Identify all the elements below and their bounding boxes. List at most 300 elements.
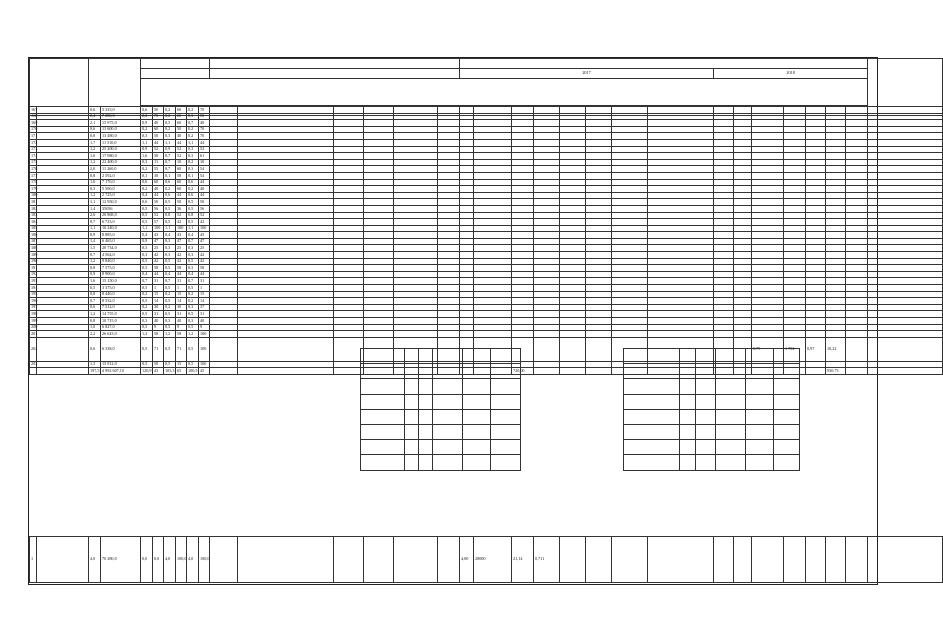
table-cell (534, 258, 560, 265)
table-cell (438, 107, 460, 114)
table-cell (826, 166, 846, 173)
table-cell (238, 225, 334, 232)
table-cell (648, 265, 714, 272)
table-cell (37, 232, 89, 239)
table-cell (826, 331, 846, 338)
cell: 4,0 (187, 537, 199, 583)
table-cell (868, 265, 943, 272)
cell: 4,0 (89, 537, 101, 583)
table-cell (334, 186, 364, 193)
table-cell (868, 166, 943, 173)
table-cell: 1,2 (187, 331, 199, 338)
bottom-table (29, 536, 943, 583)
table-cell (734, 225, 752, 232)
table-cell (364, 252, 394, 259)
table-cell (586, 291, 612, 298)
table-cell: 36 (176, 205, 187, 212)
table-cell: 43 (153, 232, 164, 239)
summary-cell (774, 379, 800, 394)
table-cell: 0,6 (164, 192, 176, 199)
table-cell (784, 199, 806, 206)
table-cell (334, 298, 364, 305)
table-cell: 5 335,0 (101, 107, 141, 114)
table-cell (334, 291, 364, 298)
table-cell (438, 120, 460, 127)
table-cell (238, 205, 334, 212)
table-cell (806, 285, 826, 292)
table-cell (460, 265, 474, 272)
table-cell (512, 159, 534, 166)
table-cell (37, 205, 89, 212)
table-row (30, 212, 943, 219)
table-cell (394, 232, 438, 239)
table-cell (394, 285, 438, 292)
summary-cell (746, 379, 774, 394)
total-cell: 197,5 (90, 367, 100, 373)
table-cell (826, 285, 846, 292)
table-cell: 173 (31, 146, 38, 152)
table-cell (512, 146, 534, 153)
table-cell (512, 192, 534, 199)
table-cell (238, 311, 334, 318)
table-cell: 1,1 (141, 139, 153, 146)
header-subcolumns (141, 79, 868, 106)
table-cell: 176 (31, 165, 38, 171)
summary-cell (774, 349, 800, 364)
table-row (30, 304, 943, 311)
summary-cell (680, 455, 696, 470)
table-cell (846, 238, 868, 245)
table-cell (846, 107, 868, 114)
table-cell (784, 153, 806, 160)
table-cell: 191 (31, 264, 38, 270)
table-cell (460, 285, 474, 292)
table-cell (534, 271, 560, 278)
table-cell: 168 (31, 113, 38, 119)
table-cell: 30 (153, 172, 164, 179)
table-cell (784, 265, 806, 272)
table-cell (612, 252, 648, 259)
table-cell (826, 238, 846, 245)
table-cell (648, 291, 714, 298)
summary-cell (361, 364, 405, 379)
table-cell (784, 232, 806, 239)
table-cell (714, 265, 734, 272)
table-cell (846, 179, 868, 186)
table-cell: 0,7 (89, 298, 101, 305)
table-cell: 58 (199, 265, 210, 272)
table-cell: 54 (199, 172, 210, 179)
table-cell (734, 126, 752, 133)
total-cell: 65 (176, 368, 187, 375)
table-cell (586, 285, 612, 292)
table-cell (784, 258, 806, 265)
table-cell (560, 337, 586, 361)
summary-row (361, 409, 521, 424)
table-cell: 0,4 (187, 271, 199, 278)
table-cell (534, 179, 560, 186)
table-cell: 0,5 (164, 258, 176, 265)
table-cell (364, 285, 394, 292)
table-cell (868, 298, 943, 305)
summary-cell (491, 379, 521, 394)
table-cell (846, 318, 868, 325)
table-cell (806, 172, 826, 179)
table-cell (37, 278, 89, 285)
table-cell (826, 219, 846, 226)
table-cell (394, 107, 438, 114)
table-cell: 10,22 (826, 337, 846, 361)
table-cell (826, 113, 846, 120)
table-cell (560, 304, 586, 311)
table-cell (826, 205, 846, 212)
table-cell (868, 304, 943, 311)
table-cell: 100 (199, 225, 210, 232)
table-cell (868, 337, 943, 361)
table-cell (334, 159, 364, 166)
summary-row (361, 349, 521, 364)
summary-cell (463, 364, 491, 379)
summary-cell (716, 379, 746, 394)
table-cell (560, 113, 586, 120)
table-cell (210, 139, 238, 146)
table-cell (648, 238, 714, 245)
table-cell: 1,3 (89, 361, 101, 368)
table-cell (648, 199, 714, 206)
table-cell (512, 113, 534, 120)
summary-cell (491, 409, 521, 424)
table-cell (612, 219, 648, 226)
total-cell: 720,00 (512, 368, 534, 375)
table-cell (560, 298, 586, 305)
summary-cell (680, 364, 696, 379)
summary-cell (419, 394, 433, 409)
table-cell (714, 107, 734, 114)
table-cell (512, 311, 534, 318)
table-cell (806, 232, 826, 239)
table-cell (752, 192, 784, 199)
table-cell (868, 179, 943, 186)
table-cell (560, 179, 586, 186)
table-cell: 7 575,0 (101, 265, 141, 272)
table-cell (534, 225, 560, 232)
table-cell: 42 (199, 252, 210, 259)
table-cell: 50 (153, 199, 164, 206)
table-cell (806, 318, 826, 325)
table-cell (334, 126, 364, 133)
table-cell (438, 304, 460, 311)
table-cell (512, 120, 534, 127)
table-cell (846, 199, 868, 206)
table-cell (534, 337, 560, 361)
table-cell (752, 278, 784, 285)
table-cell (826, 199, 846, 206)
table-cell (474, 258, 512, 265)
table-cell (364, 271, 394, 278)
table-cell: 10 (176, 159, 187, 166)
table-cell (846, 139, 868, 146)
table-cell (334, 245, 364, 252)
table-cell: 1,6 (89, 278, 101, 285)
table-cell (826, 133, 846, 140)
table-cell (394, 219, 438, 226)
table-cell (826, 179, 846, 186)
table-cell: 0,3 (187, 113, 199, 120)
table-cell: 50 (199, 199, 210, 206)
header-cell-g (210, 69, 460, 79)
table-cell (210, 166, 238, 173)
table-cell (534, 252, 560, 259)
table-cell (868, 361, 943, 368)
table-cell (37, 159, 89, 166)
table-cell: 47 (199, 238, 210, 245)
table-cell: 0,5 (187, 258, 199, 265)
table-cell (364, 199, 394, 206)
table-cell: 56 (199, 205, 210, 212)
table-cell (734, 311, 752, 318)
table-cell (238, 252, 334, 259)
table-cell (586, 172, 612, 179)
table-cell: 0,6 (141, 179, 153, 186)
table-cell (474, 245, 512, 252)
table-cell (438, 166, 460, 173)
table-cell (734, 159, 752, 166)
table-cell (438, 311, 460, 318)
table-cell (734, 146, 752, 153)
table-cell (474, 107, 512, 114)
table-cell: 0,1 (141, 172, 153, 179)
summary-row (361, 424, 521, 439)
table-cell (560, 107, 586, 114)
table-cell: 0,5 (164, 361, 176, 368)
table-cell: 13 600,0 (101, 126, 141, 133)
table-cell: 0,4 (187, 232, 199, 239)
table-cell: 0,3 (187, 252, 199, 259)
table-cell (364, 192, 394, 199)
table-cell: 2 592,0 (101, 172, 141, 179)
table-cell (37, 107, 89, 114)
table-cell (806, 238, 826, 245)
table-cell (868, 172, 943, 179)
table-cell (37, 199, 89, 206)
table-cell: 42 (176, 219, 187, 226)
table-cell: 40 (199, 318, 210, 325)
table-cell (752, 159, 784, 166)
table-cell (460, 291, 474, 298)
cell: 0,711 (534, 537, 560, 583)
table-cell: 0,5 (164, 311, 176, 318)
table-cell: 0,2 (187, 107, 199, 114)
table-cell (752, 186, 784, 193)
table-cell: 43 (199, 232, 210, 239)
table-cell (806, 311, 826, 318)
summary-cell (463, 455, 491, 470)
table-cell (806, 126, 826, 133)
table-cell: 30 (176, 304, 187, 311)
table-cell (714, 232, 734, 239)
table-cell (714, 139, 734, 146)
table-cell (648, 153, 714, 160)
table-cell (586, 318, 612, 325)
table-cell: 0,3 (187, 166, 199, 173)
summary-row (361, 440, 521, 455)
table-cell (37, 361, 89, 368)
table-cell (210, 337, 238, 361)
table-cell: 186 (31, 231, 38, 237)
table-cell (752, 265, 784, 272)
table-cell (438, 113, 460, 120)
table-row (30, 153, 943, 160)
table-cell (784, 324, 806, 331)
cell: 100,0 (176, 537, 187, 583)
table-cell (586, 153, 612, 160)
table-cell (334, 205, 364, 212)
table-cell (238, 298, 334, 305)
table-cell (438, 331, 460, 338)
table-row (30, 298, 943, 305)
table-cell (210, 271, 238, 278)
table-cell (560, 146, 586, 153)
table-cell: 70 (199, 133, 210, 140)
table-cell (512, 271, 534, 278)
table-cell (474, 232, 512, 239)
table-cell (752, 271, 784, 278)
table-cell (534, 120, 560, 127)
table-cell (714, 192, 734, 199)
table-cell (560, 225, 586, 232)
table-cell (612, 304, 648, 311)
table-cell: 193 (31, 278, 38, 284)
table-cell (784, 331, 806, 338)
table-cell (334, 153, 364, 160)
cell (868, 537, 943, 583)
summary-cell (463, 349, 491, 364)
table-cell: 1,2 (89, 146, 101, 153)
table-cell: 100 (153, 225, 164, 232)
table-cell (334, 232, 364, 239)
summary-cell (405, 379, 419, 394)
table-cell: 9 (153, 324, 164, 331)
table-cell (806, 120, 826, 127)
table-cell (714, 252, 734, 259)
table-cell: 5 500,0 (101, 186, 141, 193)
cell: 0,0 (153, 537, 164, 583)
table-cell (734, 271, 752, 278)
table-cell (826, 318, 846, 325)
summary-table-right (623, 348, 800, 471)
table-cell (364, 139, 394, 146)
table-cell (534, 298, 560, 305)
table-cell (364, 113, 394, 120)
table-cell (534, 139, 560, 146)
table-cell (868, 225, 943, 232)
table-cell (734, 172, 752, 179)
table-cell (560, 153, 586, 160)
table-cell (846, 311, 868, 318)
table-cell (846, 186, 868, 193)
table-cell (868, 271, 943, 278)
table-cell (648, 205, 714, 212)
table-cell: 0,2 (141, 291, 153, 298)
table-cell (334, 199, 364, 206)
table-cell (648, 304, 714, 311)
table-cell (806, 107, 826, 114)
table-cell (648, 133, 714, 140)
table-cell: 60 (176, 120, 187, 127)
table-cell (474, 291, 512, 298)
table-cell (714, 126, 734, 133)
table-cell (846, 225, 868, 232)
cell: 0,0 (141, 537, 153, 583)
table-cell: 1,1 (164, 225, 176, 232)
table-cell: 0,7 (164, 166, 176, 173)
table-cell: 1,1 (141, 225, 153, 232)
summary-cell (696, 424, 716, 439)
table-cell: 188 (31, 245, 38, 251)
table-cell (734, 186, 752, 193)
table-cell: 0,5 (187, 361, 199, 368)
table-cell (534, 146, 560, 153)
table-cell: 1,1 (187, 139, 199, 146)
table-cell (586, 258, 612, 265)
table-cell: 0,3 (141, 133, 153, 140)
table-cell (37, 311, 89, 318)
summary-cell (746, 409, 774, 424)
summary-cell (433, 440, 463, 455)
table-cell: 40 (199, 120, 210, 127)
table-cell (586, 139, 612, 146)
table-row (30, 271, 943, 278)
summary-cell (774, 455, 800, 470)
summary-cell (491, 364, 521, 379)
table-cell (806, 159, 826, 166)
summary-cell (696, 440, 716, 455)
table-cell (37, 219, 89, 226)
table-cell (534, 265, 560, 272)
table-cell (474, 166, 512, 173)
table-cell (534, 133, 560, 140)
summary-cell (696, 455, 716, 470)
cell: 21,14 (512, 537, 534, 583)
table-cell (806, 146, 826, 153)
table-cell (334, 166, 364, 173)
table-cell: 0,5 (89, 285, 101, 292)
table-cell: 0,3 (187, 304, 199, 311)
table-cell (586, 120, 612, 127)
table-cell: 9 840,0 (101, 258, 141, 265)
table-cell (612, 113, 648, 120)
table-cell (734, 232, 752, 239)
table-cell: 58 (153, 331, 164, 338)
header-cell-e (460, 59, 868, 69)
summary-cell (491, 455, 521, 470)
summary-row (624, 394, 800, 409)
table-cell: 0,7 (187, 278, 199, 285)
table-cell (714, 179, 734, 186)
table-cell: 0,6 (89, 126, 101, 133)
table-cell (612, 186, 648, 193)
table-cell: 52 (199, 146, 210, 153)
table-cell: 60 (176, 107, 187, 114)
table-cell: 8 532,0 (101, 298, 141, 305)
table-cell (734, 192, 752, 199)
table-cell (438, 245, 460, 252)
table-cell (586, 186, 612, 193)
table-cell (394, 298, 438, 305)
table-cell (364, 304, 394, 311)
table-cell (612, 179, 648, 186)
table-cell: 40 (153, 186, 164, 193)
